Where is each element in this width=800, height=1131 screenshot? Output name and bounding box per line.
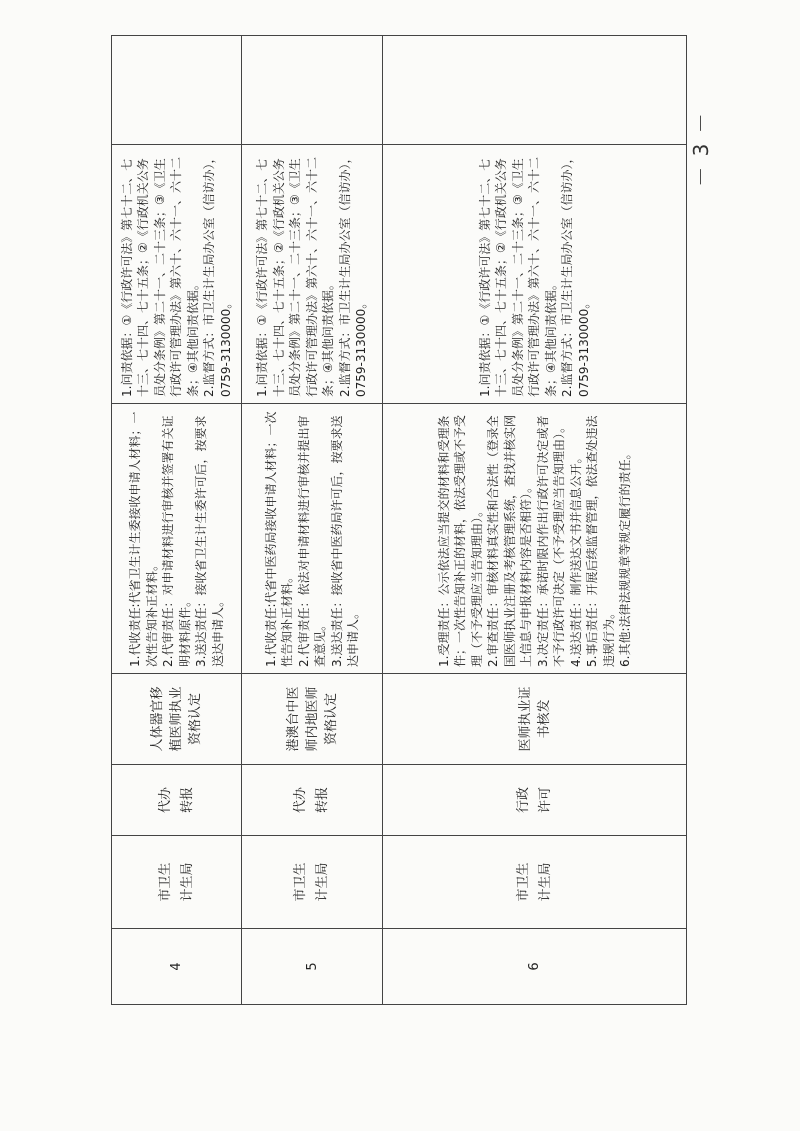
- item-name-cell: 港澳台中医 师内地医师 资格认定: [242, 674, 383, 765]
- department-cell: 市卫生 计生局: [383, 836, 687, 929]
- table-row: [242, 36, 383, 1005]
- accountability-cell: 1.问责依据：①《行政许可法》第七十二、七十三、七十四、七十五条；②《行政机关公务员处分条例》第二十一、二十三条；③《卫生行政许可管理办法》第六十、六十一、六十二条；④其他问责依据。 2.监督方式：市卫生计生局办公室（信访办），0759-3130000。: [242, 145, 383, 404]
- item-type-cell: 代办 转报: [112, 765, 242, 836]
- responsibility-table: [111, 35, 687, 1005]
- page-number: － 3 －: [689, 111, 713, 187]
- accountability-cell: 1.问责依据：①《行政许可法》第七十二、七十三、七十四、七十五条；②《行政机关公务员处分条例》第二十一、二十三条；③《卫生行政许可管理办法》第六十、六十一、六十二条；④其他问责依据。 2.监督方式：市卫生计生局办公室（信访办），0759-3130000。: [112, 145, 242, 404]
- table-row: [383, 36, 687, 1005]
- item-name-cell: 人体器官移 植医师执业 资格认定: [112, 674, 242, 765]
- row-number: 5: [242, 929, 383, 1005]
- table-row: [112, 36, 242, 1005]
- responsibility-cell: 1.受理责任：公示依法应当提交的材料和受理条件；一次性告知补正的材料，依法受理或不予受理（不予受理应当告知理由）。 2.审查责任：审核材料真实性和合法性（登录全国医师执业注册及考核管理系统，查找并核实网上信息与申报材料内容是否相符）。 3.决定责任：承诺时限内作出行政许可决定或者不予行政许可决定（不予受理应当告知理由）。 4.送达责任：制作送达文书并信息公开。 5.事后责任：开展后续监督管理，依法查处违法违规行为。 6.其他:法律法规规章等规定履行的责任。: [383, 404, 687, 674]
- item-name-cell: 医师执业证 书核发: [383, 674, 687, 765]
- remarks-cell: [242, 36, 383, 145]
- department-cell: 市卫生 计生局: [242, 836, 383, 929]
- remarks-cell: [112, 36, 242, 145]
- accountability-cell: 1.问责依据：①《行政许可法》第七十二、七十三、七十四、七十五条；②《行政机关公务员处分条例》第二十一、二十三条；③《卫生行政许可管理办法》第六十、六十一、六十二条；④其他问责依据。 2.监督方式：市卫生计生局办公室（信访办），0759-3130000。: [383, 145, 687, 404]
- item-type-cell: 代办 转报: [242, 765, 383, 836]
- responsibility-cell: 1.代收责任:代省卫生计生委接收申请人材料；一次性告知补正材料。 2.代审责任：对申请材料进行审核并签署有关证明材料原件。 3.送达责任：接收省卫生计生委许可后，按要求送达申请人。: [112, 404, 242, 674]
- row-number: 6: [383, 929, 687, 1005]
- department-cell: 市卫生 计生局: [112, 836, 242, 929]
- responsibility-cell: 1.代收责任:代省中医药局接收申请人材料；一次性告知补正材料。 2.代审责任：依法对申请材料进行审核并提出审查意见。 3.送达责任：接收省中医药局许可后，按要求送达申请人。: [242, 404, 383, 674]
- item-type-cell: 行政 许可: [383, 765, 687, 836]
- remarks-cell: [383, 36, 687, 145]
- row-number: 4: [112, 929, 242, 1005]
